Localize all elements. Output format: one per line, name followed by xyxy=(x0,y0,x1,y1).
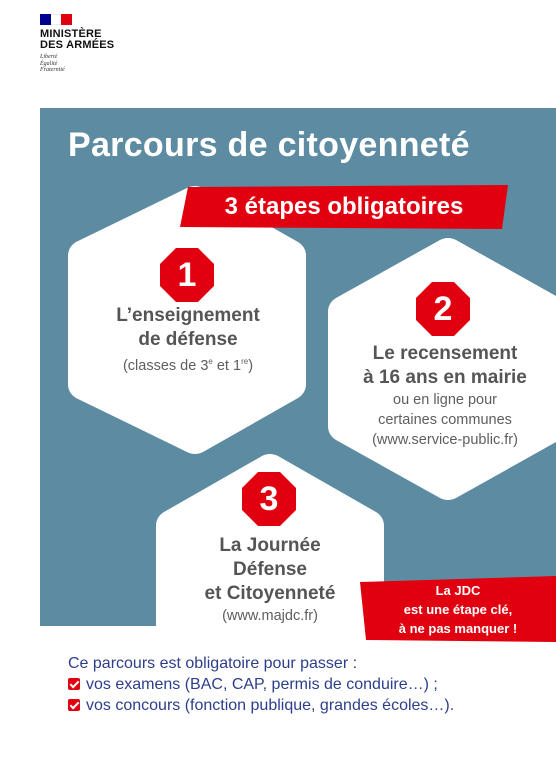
jdc-callout xyxy=(360,576,556,642)
steps-banner-text: 3 étapes obligatoires xyxy=(224,193,464,220)
step-3-title: La Journée xyxy=(219,535,321,556)
step-1-title-2: de défense xyxy=(138,329,238,350)
footer-item: vos concours (fonction publique, grandes écoles…). xyxy=(68,695,454,716)
step-1-number-badge: 1 xyxy=(160,248,214,302)
step-1-text xyxy=(90,304,286,376)
step-2-title: Le recensement xyxy=(372,343,518,364)
step-3-detail: (www.majdc.fr) xyxy=(222,608,318,624)
step-1-detail: (classes de 3e et 1re) xyxy=(122,357,254,374)
footer-text xyxy=(68,653,454,716)
step-1-title: L’enseignement xyxy=(116,305,260,326)
step-2-detail-3: (www.service-public.fr) xyxy=(372,432,518,448)
step-2-detail-1: ou en ligne pour xyxy=(393,392,497,408)
jdc-callout-line2: est une étape clé, xyxy=(403,602,513,617)
step-2-text xyxy=(340,342,550,450)
checkbox-checked-icon xyxy=(68,699,80,711)
jdc-callout-line1: La JDC xyxy=(435,583,481,598)
ministry-logo xyxy=(40,14,114,74)
jdc-callout-line3: à ne pas manquer ! xyxy=(398,621,518,636)
steps-banner xyxy=(180,185,508,229)
step-3-title-3: et Citoyenneté xyxy=(204,583,336,604)
step-3-number-badge: 3 xyxy=(242,472,296,526)
step-2-title-2: à 16 ans en mairie xyxy=(363,367,527,388)
step-3-text xyxy=(170,534,370,626)
footer-intro: Ce parcours est obligatoire pour passer : xyxy=(68,655,358,672)
french-flag-icon xyxy=(40,14,72,25)
step-3-title-2: Défense xyxy=(233,559,307,580)
step-2-number-badge: 2 xyxy=(416,282,470,336)
step-2-detail-2: certaines communes xyxy=(378,412,512,428)
republic-motto: Liberté Égalité Fraternité xyxy=(40,54,65,73)
poster-title: Parcours de citoyenneté xyxy=(68,126,470,164)
checkbox-checked-icon xyxy=(68,678,80,690)
footer-item: vos examens (BAC, CAP, permis de conduire…) ; xyxy=(68,674,454,695)
ministry-name: MINISTÈRE DES ARMÉES xyxy=(40,28,115,51)
